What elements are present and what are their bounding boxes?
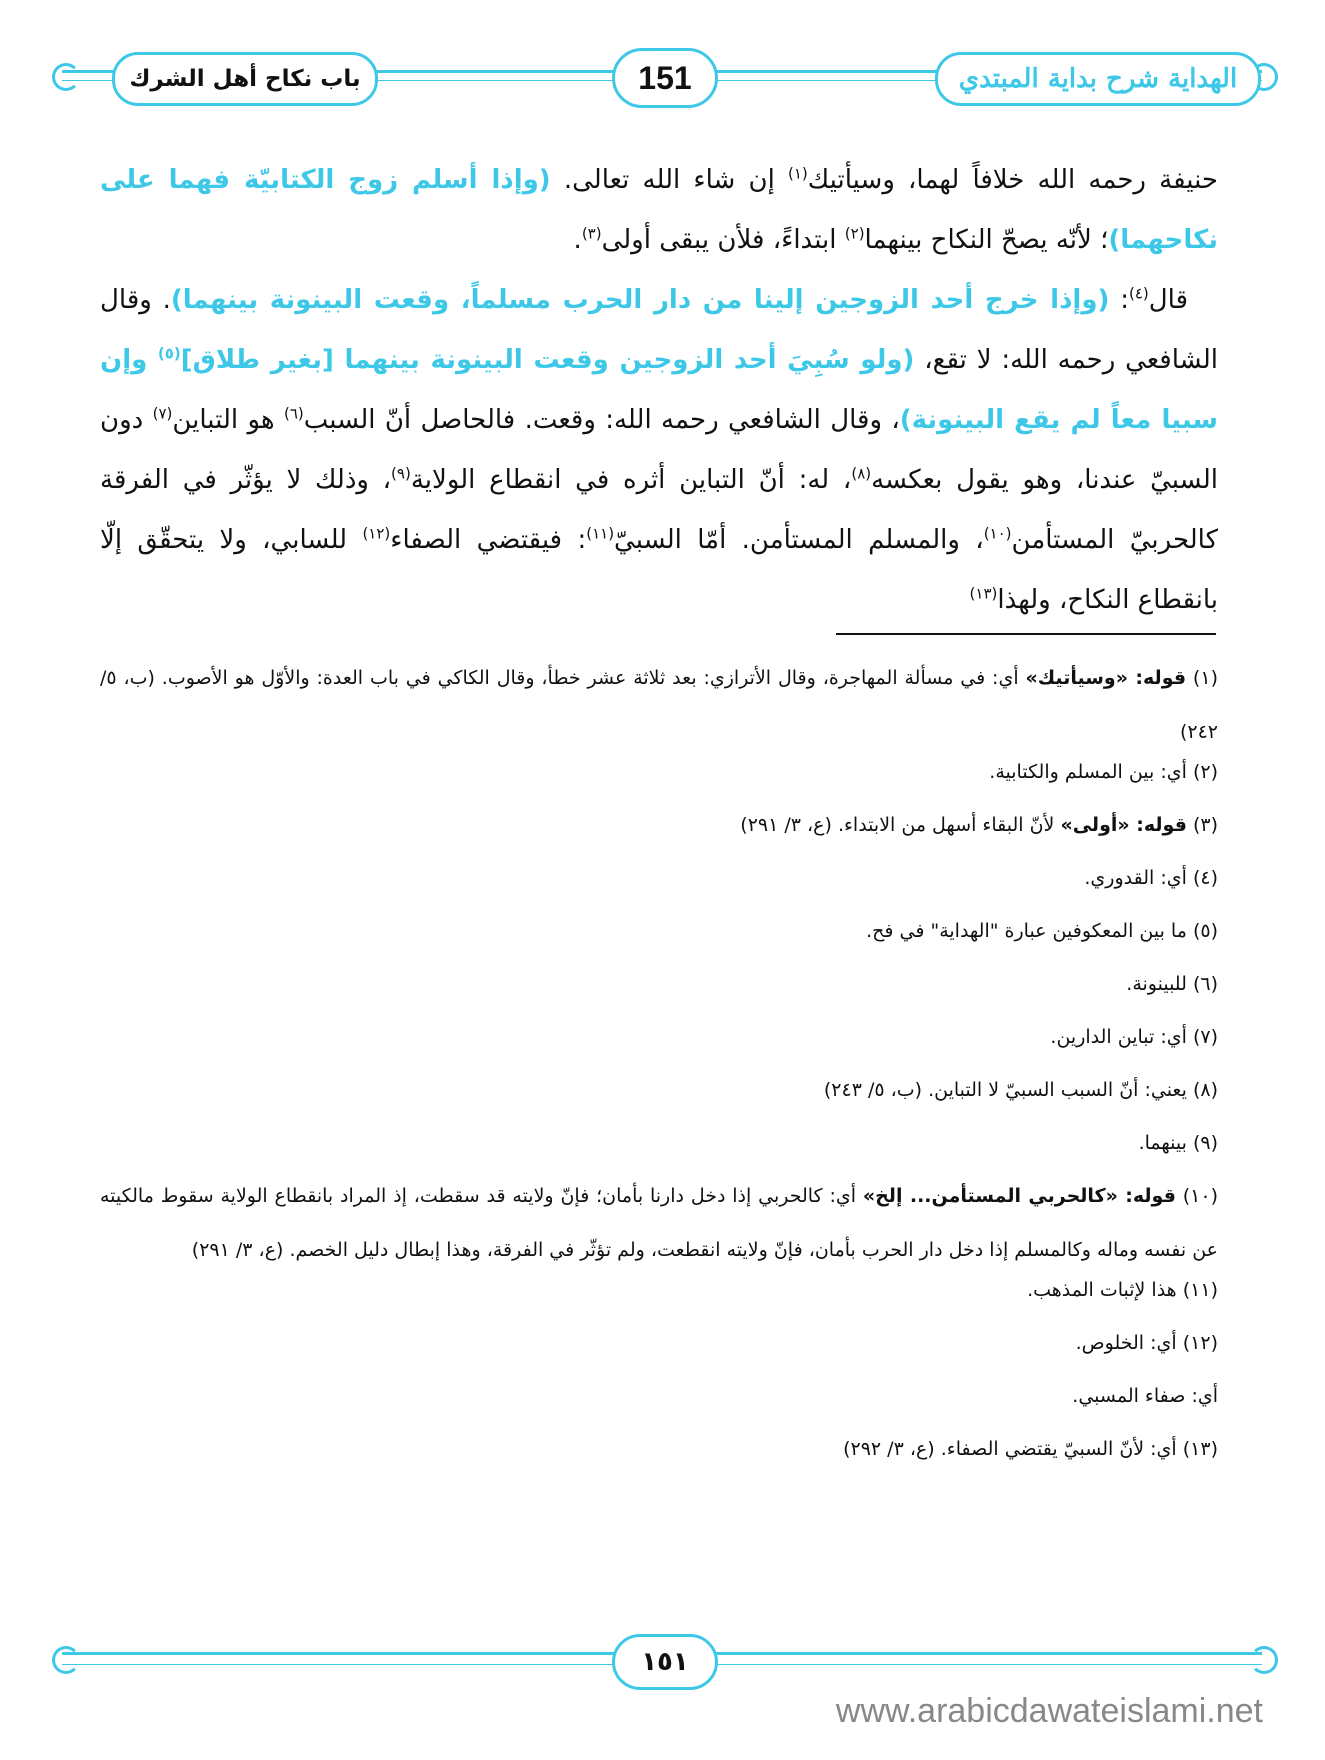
text-run: .	[573, 225, 582, 255]
footnote-ref: (١٢)	[362, 524, 391, 543]
text-run: إن شاء الله تعالى.	[550, 165, 788, 195]
footnote-ref: (٤)	[1128, 284, 1149, 303]
footnote-1	[100, 651, 1218, 759]
footnote-number: (١٢)	[1182, 1332, 1218, 1354]
text-run: دون السبيّ عندنا، وهو يقول بعكسه	[100, 405, 1218, 495]
footnote-text: أي: كالحربي إذا دخل دارنا بأمان؛ فإنّ ولايته قد سقطت، إذ المراد بانقطاع الولاية سقوط مالكيته عن نفسه وماله وكالمسلم إذا دخل دار الحرب بأمان، فإنّ ولايته انقطعت، ولم تؤثّر في الفرقة، وهذا إبطال دليل الخصم. (ع، ٣/ ٢٩١)	[100, 1185, 1218, 1261]
footnote-text: ما بين المعكوفين عبارة "الهداية" في فح.	[866, 920, 1193, 942]
main-text	[100, 150, 1218, 630]
footnote-4	[100, 865, 1218, 891]
text-run: . وقال الشافعي رحمه الله: لا تقع،	[100, 285, 1219, 375]
footnote-number: (١)	[1192, 667, 1218, 689]
footnote-text: أي: صفاء المسبي.	[1072, 1385, 1218, 1407]
text-run: قال	[1148, 285, 1189, 315]
text-run: :	[1109, 285, 1129, 315]
footnote-10	[100, 1169, 1218, 1277]
footnote-number: (٢)	[1192, 761, 1218, 783]
text-run: حنيفة رحمه الله خلافاً لهما، وسيأتيك	[807, 165, 1218, 195]
text-run: ، وقال الشافعي رحمه الله: وقعت. فالحاصل أنّ السبب	[303, 405, 900, 435]
footnote-ref: (١٠)	[983, 524, 1012, 543]
footnote-11	[100, 1277, 1218, 1303]
footnote-number: (٦)	[1192, 973, 1218, 995]
footnote-text: هذا لإثبات المذهب.	[1027, 1279, 1183, 1301]
footnote-ref: (٥)	[157, 344, 181, 363]
text-run: : فيقتضي الصفاء	[390, 525, 587, 555]
footnote-text: أي: لأنّ السبيّ يقتضي الصفاء. (ع، ٣/ ٢٩٢)	[843, 1438, 1183, 1460]
text-run: ، وذلك لا يؤثّر في الفرقة كالحربيّ المستأمن	[100, 465, 1218, 555]
footnote-ref: (٩)	[391, 464, 411, 483]
footnote-3	[100, 812, 1218, 838]
text-run: ؛ لأنّه يصحّ النكاح بينهما	[864, 225, 1109, 255]
footnote-ref: (٢)	[844, 224, 865, 243]
footnote-number: (٩)	[1192, 1132, 1218, 1154]
footnote-text: للبينونة.	[1126, 973, 1193, 995]
footnote-quote: قوله: «وسيأتيك»	[1025, 667, 1187, 689]
footnote-ref: (١)	[787, 164, 808, 183]
footnote-text: أي: القدوري.	[1084, 867, 1193, 889]
footnote-12-continued	[100, 1383, 1218, 1409]
footnote-text: أي: الخلوص.	[1075, 1332, 1183, 1354]
matn-text: وإن سبيا معاً لم يقع البينونة)	[100, 345, 1218, 435]
chapter-title: باب نكاح أهل الشرك	[129, 66, 361, 92]
text-run: للسابي، ولا يتحقّق إلّا بانقطاع النكاح، ولهذا	[100, 525, 1218, 615]
footnotes	[100, 665, 1218, 1489]
footnote-9	[100, 1130, 1218, 1156]
footnote-separator	[836, 633, 1216, 635]
footnote-ref: (٣)	[581, 224, 602, 243]
footnote-number: (٤)	[1192, 867, 1218, 889]
chapter-title-box	[112, 52, 378, 106]
footnote-ref: (٦)	[283, 404, 304, 423]
footer-ornament-right	[1250, 1646, 1278, 1674]
header-ornament-left	[52, 63, 80, 91]
footnote-number: (١٣)	[1182, 1438, 1218, 1460]
page-number-box	[612, 48, 718, 108]
website-url[interactable]: www.arabicdawateislami.net	[835, 1692, 1263, 1730]
text-run: ابتداءً، فلأن يبقى أولى	[601, 225, 845, 255]
footnote-text: أي: بين المسلم والكتابية.	[989, 761, 1193, 783]
footnote-number: (٧)	[1192, 1026, 1218, 1048]
footnote-number: (١١)	[1182, 1279, 1218, 1301]
footnote-6	[100, 971, 1218, 997]
footnote-8	[100, 1077, 1218, 1103]
footnote-ref: (١١)	[586, 524, 615, 543]
page-number: 151	[638, 59, 692, 96]
footnote-number: (٣)	[1192, 814, 1218, 836]
footnote-12	[100, 1330, 1218, 1356]
paragraph-2	[100, 270, 1218, 630]
footnote-text: لأنّ البقاء أسهل من الابتداء. (ع، ٣/ ٢٩١)	[740, 814, 1061, 836]
footnote-number: (٨)	[1192, 1079, 1218, 1101]
text-run: ، والمسلم المستأمن. أمّا السبيّ	[614, 525, 984, 555]
footnote-13	[100, 1436, 1218, 1462]
footnote-text: أي: في مسألة المهاجرة، وقال الأترازي: بعد ثلاثة عشر خطأ، وقال الكاكي في باب العدة: والأوّل هو الأصوب. (ب، ٥/ ٢٤٢)	[100, 667, 1218, 743]
footnote-quote: قوله: «كالحربي المستأمن... إلخ»	[862, 1185, 1176, 1207]
text-run: هو التباين	[172, 405, 284, 435]
matn-text: (وإذا أسلم زوج الكتابيّة فهما على نكاحهما)	[100, 165, 1218, 255]
footnote-text: أي: تباين الدارين.	[1050, 1026, 1193, 1048]
footnote-number: (١٠)	[1182, 1185, 1219, 1207]
matn-text: (وإذا خرج أحد الزوجين إلينا من دار الحرب مسلماً، وقعت البينونة بينهما)	[170, 285, 1110, 315]
footnote-text: بينهما.	[1138, 1132, 1193, 1154]
footnote-5	[100, 918, 1218, 944]
footer-page-number-box	[612, 1634, 718, 1690]
footer-page-number: ١٥١	[641, 1647, 689, 1677]
footer-ornament-left	[52, 1646, 80, 1674]
footnote-2	[100, 759, 1218, 785]
footnote-text: يعني: أنّ السبب السبيّ لا التباين. (ب، ٥/ ٢٤٣)	[823, 1079, 1193, 1101]
footnote-number: (٥)	[1192, 920, 1218, 942]
matn-text: (ولو سُبِيَ أحد الزوجين وقعت البينونة بينهما [بغير طلاق]	[180, 345, 915, 375]
footnote-quote: قوله: «أولى»	[1060, 814, 1187, 836]
footnote-ref: (٧)	[152, 404, 173, 423]
paragraph-1	[100, 150, 1218, 270]
text-run: ، له: أنّ التباين أثره في انقطاع الولاية	[410, 465, 852, 495]
footnote-ref: (١٣)	[969, 584, 998, 603]
book-title: الهداية شرح بداية المبتدي	[958, 64, 1238, 94]
footnote-7	[100, 1024, 1218, 1050]
footnote-ref: (٨)	[851, 464, 872, 483]
book-title-box	[935, 52, 1261, 106]
